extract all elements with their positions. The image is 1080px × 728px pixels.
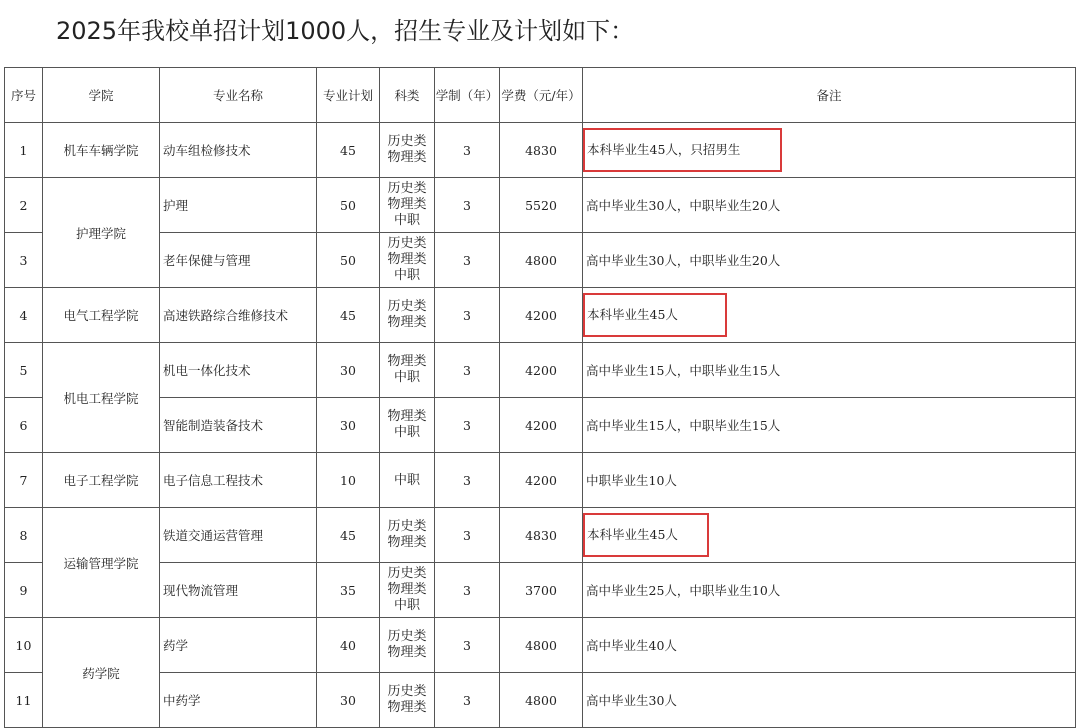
cell-duration: 3 [435, 288, 500, 343]
cell-duration: 3 [435, 618, 500, 673]
category-line: 历史类 [387, 629, 427, 644]
cell-no: 4 [5, 288, 43, 343]
cell-tuition: 4200 [500, 288, 583, 343]
table-row [5, 398, 1076, 453]
cell-no: 5 [5, 343, 43, 398]
table-row [5, 453, 1076, 508]
header-duration: 学制（年） [435, 68, 500, 123]
cell-major: 动车组检修技术 [160, 123, 317, 178]
cell-major: 铁道交通运营管理 [160, 508, 317, 563]
category-line: 历史类 [387, 519, 427, 534]
cell-duration: 3 [435, 123, 500, 178]
category-line: 中职 [393, 598, 420, 613]
cell-tuition: 3700 [500, 563, 583, 618]
category-line: 物理类 [387, 582, 427, 597]
cell-college: 电子工程学院 [43, 453, 160, 508]
cell-plan: 50 [317, 178, 380, 233]
header-plan: 专业计划 [317, 68, 380, 123]
cell-note: 高中毕业生40人 [583, 618, 1076, 673]
cell-category [380, 233, 435, 288]
cell-no: 9 [5, 563, 43, 618]
category-line: 中职 [393, 370, 420, 385]
cell-college: 药学院 [43, 618, 160, 728]
category-line: 物理类 [387, 354, 427, 369]
cell-note: 高中毕业生30人 [583, 673, 1076, 728]
cell-note [583, 508, 1076, 563]
header-note: 备注 [583, 68, 1076, 123]
cell-tuition: 4800 [500, 233, 583, 288]
category-line: 历史类 [387, 684, 427, 699]
cell-tuition: 4800 [500, 618, 583, 673]
cell-category [380, 288, 435, 343]
category-line: 中职 [393, 268, 420, 283]
cell-duration: 3 [435, 508, 500, 563]
cell-no: 2 [5, 178, 43, 233]
cell-category [380, 343, 435, 398]
category-line: 物理类 [387, 700, 427, 715]
header-major: 专业名称 [160, 68, 317, 123]
cell-plan: 30 [317, 343, 380, 398]
table-row [5, 563, 1076, 618]
table-row [5, 288, 1076, 343]
category-line: 物理类 [387, 252, 427, 267]
category-line: 物理类 [387, 197, 427, 212]
cell-college: 机车车辆学院 [43, 123, 160, 178]
cell-tuition: 4200 [500, 343, 583, 398]
category-line: 中职 [393, 213, 420, 228]
cell-plan: 45 [317, 288, 380, 343]
cell-duration: 3 [435, 343, 500, 398]
cell-major: 现代物流管理 [160, 563, 317, 618]
category-line: 物理类 [387, 315, 427, 330]
cell-category [380, 563, 435, 618]
cell-plan: 50 [317, 233, 380, 288]
cell-duration: 3 [435, 233, 500, 288]
cell-plan: 40 [317, 618, 380, 673]
table-row [5, 178, 1076, 233]
cell-college: 机电工程学院 [43, 343, 160, 453]
table-row [5, 343, 1076, 398]
table-row [5, 508, 1076, 563]
cell-major: 机电一体化技术 [160, 343, 317, 398]
cell-tuition: 4200 [500, 398, 583, 453]
cell-duration: 3 [435, 178, 500, 233]
cell-plan: 45 [317, 508, 380, 563]
table-row [5, 233, 1076, 288]
category-line: 历史类 [387, 181, 427, 196]
category-line: 物理类 [387, 535, 427, 550]
enrollment-plan-table [4, 67, 1076, 728]
cell-note: 高中毕业生25人，中职毕业生10人 [583, 563, 1076, 618]
table-row [5, 618, 1076, 673]
cell-tuition: 4830 [500, 123, 583, 178]
cell-major: 老年保健与管理 [160, 233, 317, 288]
cell-category [380, 673, 435, 728]
cell-major: 高速铁路综合维修技术 [160, 288, 317, 343]
header-college: 学院 [43, 68, 160, 123]
cell-major: 智能制造装备技术 [160, 398, 317, 453]
highlighted-note: 本科毕业生45人 [583, 293, 727, 337]
category-line: 历史类 [387, 134, 427, 149]
category-line: 历史类 [387, 236, 427, 251]
header-no: 序号 [5, 68, 43, 123]
page-title: 2025年我校单招计划1000人，招生专业及计划如下： [56, 17, 635, 45]
cell-note: 高中毕业生15人，中职毕业生15人 [583, 343, 1076, 398]
cell-duration: 3 [435, 673, 500, 728]
cell-tuition: 4200 [500, 453, 583, 508]
cell-no: 7 [5, 453, 43, 508]
cell-no: 3 [5, 233, 43, 288]
cell-plan: 10 [317, 453, 380, 508]
cell-no: 8 [5, 508, 43, 563]
cell-college: 电气工程学院 [43, 288, 160, 343]
cell-no: 10 [5, 618, 43, 673]
cell-major: 护理 [160, 178, 317, 233]
category-line: 历史类 [387, 566, 427, 581]
cell-plan: 30 [317, 673, 380, 728]
category-line: 中职 [393, 472, 420, 488]
cell-duration: 3 [435, 453, 500, 508]
cell-note: 高中毕业生30人，中职毕业生20人 [583, 233, 1076, 288]
table-row [5, 673, 1076, 728]
cell-major: 中药学 [160, 673, 317, 728]
cell-tuition: 4830 [500, 508, 583, 563]
cell-tuition: 5520 [500, 178, 583, 233]
cell-category [380, 398, 435, 453]
category-line: 中职 [393, 425, 420, 440]
cell-category [380, 453, 435, 508]
cell-major: 电子信息工程技术 [160, 453, 317, 508]
cell-college: 护理学院 [43, 178, 160, 288]
table-row [5, 123, 1076, 178]
cell-college: 运输管理学院 [43, 508, 160, 618]
cell-note: 高中毕业生15人，中职毕业生15人 [583, 398, 1076, 453]
cell-plan: 30 [317, 398, 380, 453]
highlighted-note: 本科毕业生45人，只招男生 [583, 128, 782, 172]
header-category: 科类 [380, 68, 435, 123]
cell-no: 1 [5, 123, 43, 178]
category-line: 物理类 [387, 150, 427, 165]
table-header-row [5, 68, 1076, 123]
cell-note: 中职毕业生10人 [583, 453, 1076, 508]
cell-category [380, 123, 435, 178]
cell-major: 药学 [160, 618, 317, 673]
cell-category [380, 618, 435, 673]
cell-no: 11 [5, 673, 43, 728]
category-line: 物理类 [387, 409, 427, 424]
cell-plan: 45 [317, 123, 380, 178]
cell-category [380, 508, 435, 563]
highlighted-note: 本科毕业生45人 [583, 513, 709, 557]
cell-duration: 3 [435, 563, 500, 618]
header-tuition: 学费（元/年） [500, 68, 583, 123]
cell-tuition: 4800 [500, 673, 583, 728]
cell-no: 6 [5, 398, 43, 453]
cell-note: 高中毕业生30人，中职毕业生20人 [583, 178, 1076, 233]
category-line: 历史类 [387, 299, 427, 314]
cell-plan: 35 [317, 563, 380, 618]
cell-duration: 3 [435, 398, 500, 453]
enrollment-table-container [4, 67, 1076, 728]
cell-note [583, 288, 1076, 343]
cell-category [380, 178, 435, 233]
cell-note [583, 123, 1076, 178]
category-line: 物理类 [387, 645, 427, 660]
